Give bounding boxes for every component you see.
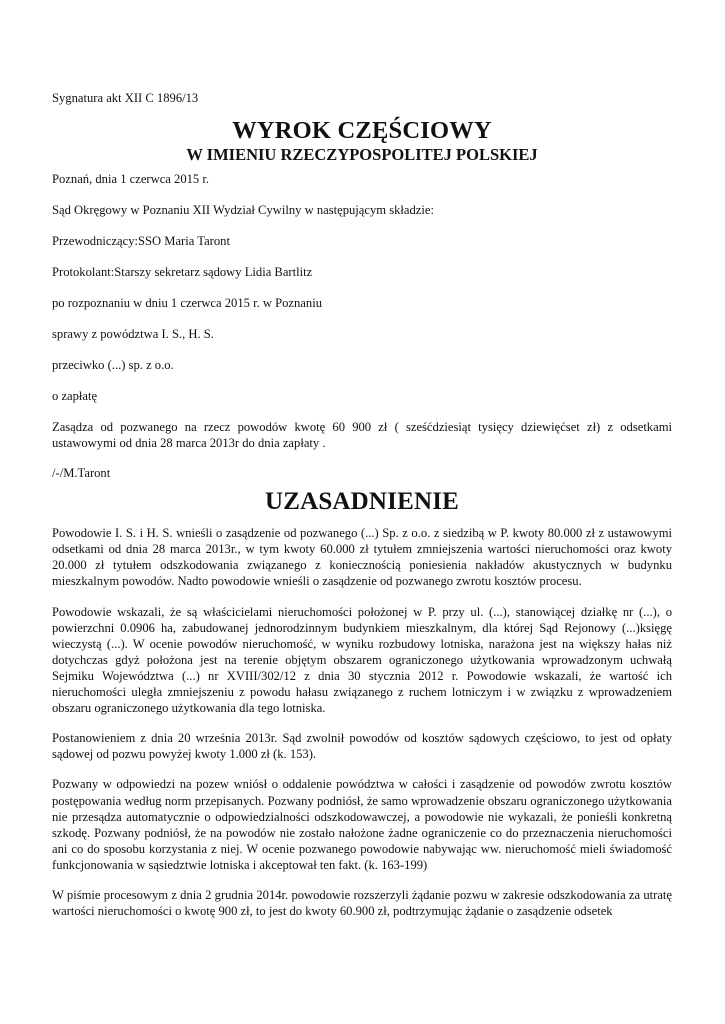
- defendant: przeciwko (...) sp. z o.o.: [52, 358, 174, 372]
- judgment-subtitle: W IMIENIU RZECZYPOSPOLITEJ POLSKIEJ: [186, 145, 538, 164]
- reasoning-paragraph: Pozwany w odpowiedzi na pozew wniósł o oddalenie powództwa w całości i zasądzenie od powodów zwrotu kosztów postępowania według norm przepisanych. Pozwany podniósł, że samo wprowadzenie obszaru ograniczonego użytkowania nie przesądza automatycznie o odpowiedzialności odszkodowawczej, a powodowie nie wykazali, że ponieśli konkretną szkodę. Pozwany podniósł, że na powodów nie zostało nałożone żadne ograniczenie co do przeznaczenia nieruchomości ani co do sposobu korzystania z niej. W ocenie pozwanego powodowie nabywając ww. nieruchomość mieli świadomość funkcjonowania w sąsiedztwie lotniska i akceptował ten fakt. (k. 163-199): [52, 777, 672, 872]
- ruling-paragraph: Zasądza od pozwanego na rzecz powodów kwotę 60 900 zł ( sześćdziesiąt tysięcy dziewięćset zł) z odsetkami ustawowymi od dnia 28 marca 2013r do dnia zapłaty .: [52, 420, 672, 451]
- judgment-title: WYROK CZĘŚCIOWY: [232, 117, 492, 144]
- case-signature: Sygnatura akt XII C 1896/13: [52, 91, 199, 105]
- place-date: Poznań, dnia 1 czerwca 2015 r.: [52, 172, 210, 186]
- court-clerk: Protokolant:Starszy sekretarz sądowy Lidia Bartlitz: [52, 265, 313, 279]
- court-composition: Sąd Okręgowy w Poznaniu XII Wydział Cywilny w następującym składzie:: [52, 203, 434, 217]
- reasoning-title: UZASADNIENIE: [264, 488, 460, 516]
- reasoning-paragraph: W piśmie procesowym z dnia 2 grudnia 2014r. powodowie rozszerzyli żądanie pozwu w zakresie odszkodowania za utratę wartości nieruchomości o kwotę 900 zł, to jest do kwoty 60.900 zł, podtrzymując żądanie o zasądzenie odsetek: [52, 887, 672, 919]
- hearing-date: po rozpoznaniu w dniu 1 czerwca 2015 r. w Poznaniu: [52, 296, 322, 310]
- presiding-judge: Przewodniczący:SSO Maria Taront: [52, 234, 230, 248]
- document-body: [52, 90, 672, 933]
- reasoning-paragraph: Powodowie I. S. i H. S. wnieśli o zasądzenie od pozwanego (...) Sp. z o.o. z siedzibą w P. kwoty 80.000 zł z ustawowymi odsetkami od dnia 28 marca 2013r., w tym kwoty 60.000 zł tytułem zmniejszenia wartości nieruchomości oraz kwoty 20.000 zł tytułem odszkodowania związanego z koniecznością poniesienia nakładów akustycznych w budynku mieszkalnym powodów. Nadto powodowie wnieśli o zasądzenie od pozwanego zwrotu kosztów procesu.: [52, 526, 672, 589]
- signed-by: /-/M.Taront: [52, 466, 111, 481]
- reasoning-paragraph: Postanowieniem z dnia 20 września 2013r. Sąd zwolnił powodów od kosztów sądowych częściowo, to jest od opłaty sądowej od pozwu powyżej kwoty 1.000 zł (k. 153).: [52, 731, 672, 762]
- plaintiffs: sprawy z powództwa I. S., H. S.: [52, 327, 214, 341]
- reasoning-paragraph: Powodowie wskazali, że są właścicielami nieruchomości położonej w P. przy ul. (...), stanowiącej działkę nr (...), o powierzchni 0.0906 ha, zabudowanej jednorodzinnym budynkiem mieszkalnym, dla której Sąd Rejonowy (...)księgę wieczystą (...). W ocenie powodów nieruchomość, w wyniku rozbudowy lotniska, narażona jest na większy hałas niż dotychczas gdyż położona jest na terenie objętym obszarem ograniczonego użytkowania wprowadzonym uchwałą Sejmiku Województwa (...) nr XVIII/302/12 z dnia 30 stycznia 2012 r. Powodowie wskazali, że wartość ich nieruchomości uległa zmniejszeniu z powodu hałasu związanego z ruchem lotniczym i w związku z wprowadzeniem obszaru ograniczonego użytkowania dla tego lotniska.: [52, 604, 672, 716]
- case-subject: o zapłatę: [52, 389, 98, 403]
